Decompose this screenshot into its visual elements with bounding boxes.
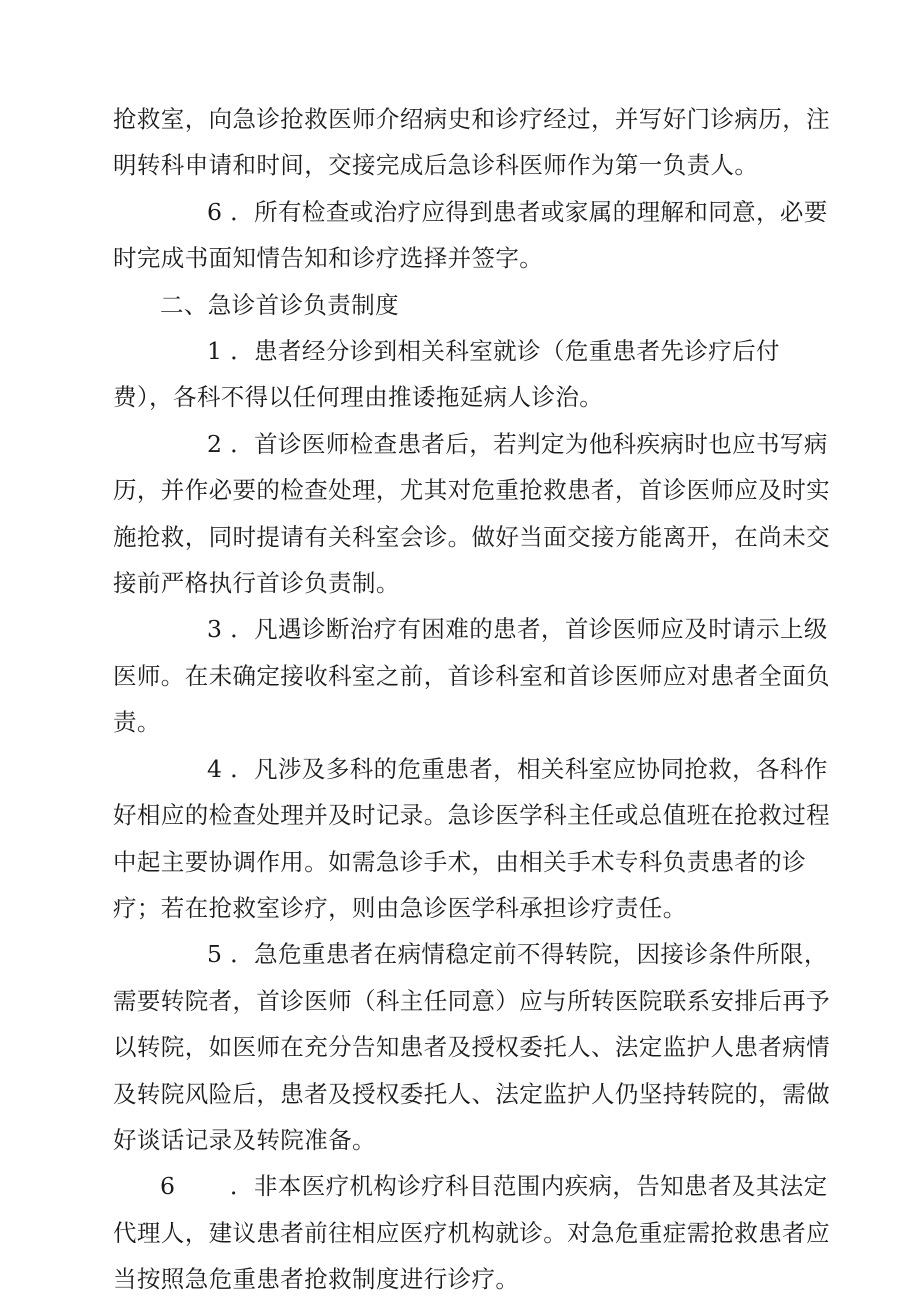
list-item (113, 328, 837, 421)
item-text: ．首诊医师检查患者后，若判定为他科疾病时也应书写病历，并作必要的检查处理，尤其对危重抢救患者，首诊医师应及时实施抢救，同时提请有关科室会诊。做好当面交接方能离开，在尚未交接前严格执行首诊负责制。 (113, 429, 830, 598)
section-heading: 二、急诊首诊负责制度 (160, 290, 399, 319)
item-text: ．凡遇诊断治疗有困难的患者，首诊医师应及时请示上级医师。在未确定接收科室之前，首诊科室和首诊医师应对患者全面负责。 (113, 615, 830, 737)
item-6-previous-section (113, 189, 837, 282)
item-number: 2 (207, 429, 223, 458)
list-item (113, 1163, 837, 1302)
item-number: 5 (207, 940, 223, 969)
item-number: 6 (207, 197, 223, 226)
continuation-paragraph: 抢救室，向急诊抢救医师介绍病史和诊疗经过，并写好门诊病历，注明转科申请和时间，交接完成后急诊科医师作为第一负责人。 (113, 105, 830, 180)
item-number: 3 (207, 615, 223, 644)
item-number: 4 (207, 754, 223, 783)
list-item (113, 931, 837, 1163)
item-text: ．急危重患者在病情稳定前不得转院，因接诊条件所限，需要转院者，首诊医师（科主任同意）应与所转医院联系安排后再予以转院，如医师在充分告知患者及授权委托人、法定监护人患者病情及转院风险后，患者及授权委托人、法定监护人仍坚持转院的，需做好谈话记录及转院准备。 (113, 940, 830, 1154)
list-item (113, 421, 837, 607)
item-number: 1 (207, 337, 223, 366)
item-text: ．患者经分诊到相关科室就诊（危重患者先诊疗后付费），各科不得以任何理由推诿拖延病人诊治。 (113, 337, 780, 412)
item-text: ．非本医疗机构诊疗科目范围内疾病，告知患者及其法定代理人，建议患者前往相应医疗机构就诊。对急危重症需抢救患者应当按照急危重患者抢救制度进行诊疗。 (113, 1172, 830, 1294)
document-page (113, 96, 837, 1303)
item-text: ．所有检查或治疗应得到患者或家属的理解和同意，必要时完成书面知情告知和诊疗选择并签字。 (113, 197, 828, 273)
list-item (113, 606, 837, 745)
item-number: 6 (160, 1172, 176, 1201)
item-text: ．凡涉及多科的危重患者，相关科室应协同抢救，各科作好相应的检查处理并及时记录。急诊医学科主任或总值班在抢救过程中起主要协调作用。如需急诊手术，由相关手术专科负责患者的诊疗；若在抢救室诊疗，则由急诊医学科承担诊疗责任。 (113, 754, 830, 922)
list-item (113, 746, 837, 932)
